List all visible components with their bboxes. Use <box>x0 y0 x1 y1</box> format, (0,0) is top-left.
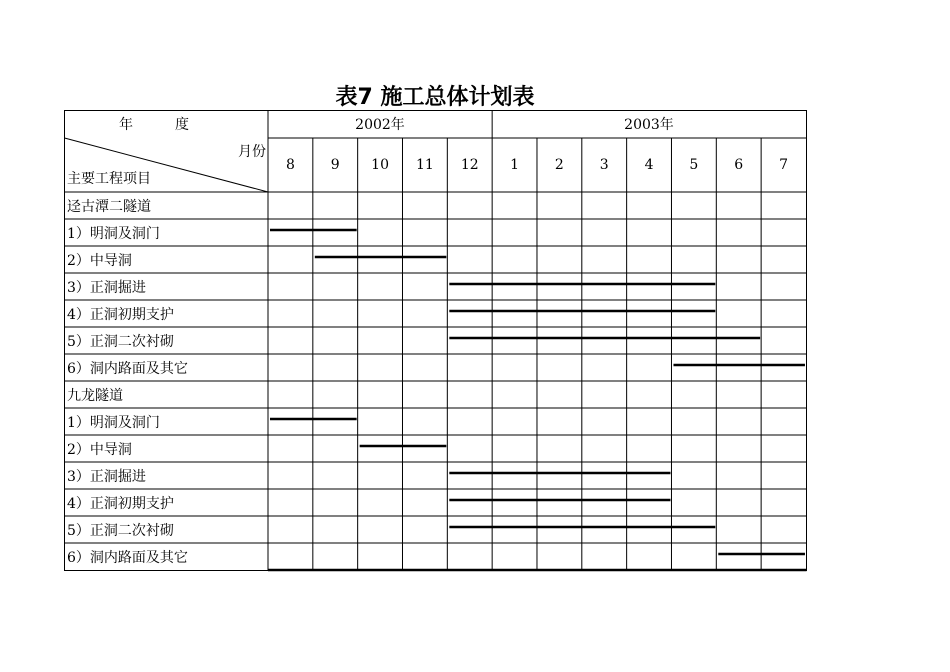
month-label: 2 <box>554 157 564 173</box>
table-title: 表7 施工总体计划表 <box>335 85 535 110</box>
row-label: 5）正洞二次衬砌 <box>67 523 174 539</box>
table-grid <box>65 110 807 571</box>
item-header: 主要工程项目 <box>67 171 151 187</box>
row-labels <box>67 198 188 566</box>
month-label: 1 <box>510 157 520 173</box>
month-label: 10 <box>371 157 389 173</box>
month-label: 8 <box>285 157 295 173</box>
row-label: 1）明洞及洞门 <box>67 226 160 242</box>
row-label: 九龙隧道 <box>67 388 123 404</box>
row-label: 迳古潭二隧道 <box>67 199 151 215</box>
month-label: 12 <box>460 157 479 173</box>
month-label: 6 <box>734 157 744 173</box>
month-label: 4 <box>644 157 654 173</box>
month-label: 7 <box>779 157 789 173</box>
month-label: 5 <box>689 157 699 173</box>
month-label: 3 <box>599 157 609 173</box>
year-2003: 2003年 <box>624 117 674 133</box>
month-label: 11 <box>415 157 434 173</box>
row-label: 6）洞内路面及其它 <box>67 550 188 566</box>
schedule-gantt-table <box>64 110 808 572</box>
row-label: 4）正洞初期支护 <box>67 496 174 512</box>
table-border <box>65 111 807 571</box>
row-label: 3）正洞掘进 <box>67 469 146 485</box>
month-header: 月份 <box>238 144 266 160</box>
year-2002: 2002年 <box>355 117 405 133</box>
row-label: 2）中导洞 <box>67 442 132 458</box>
row-label: 4）正洞初期支护 <box>67 307 174 323</box>
row-label: 2）中导洞 <box>67 253 132 269</box>
month-label: 9 <box>330 157 340 173</box>
row-label: 1）明洞及洞门 <box>67 415 160 431</box>
year-header: 年 度 <box>119 117 189 133</box>
row-label: 5）正洞二次衬砌 <box>67 334 174 350</box>
row-label: 6）洞内路面及其它 <box>67 361 188 377</box>
row-label: 3）正洞掘进 <box>67 280 146 296</box>
